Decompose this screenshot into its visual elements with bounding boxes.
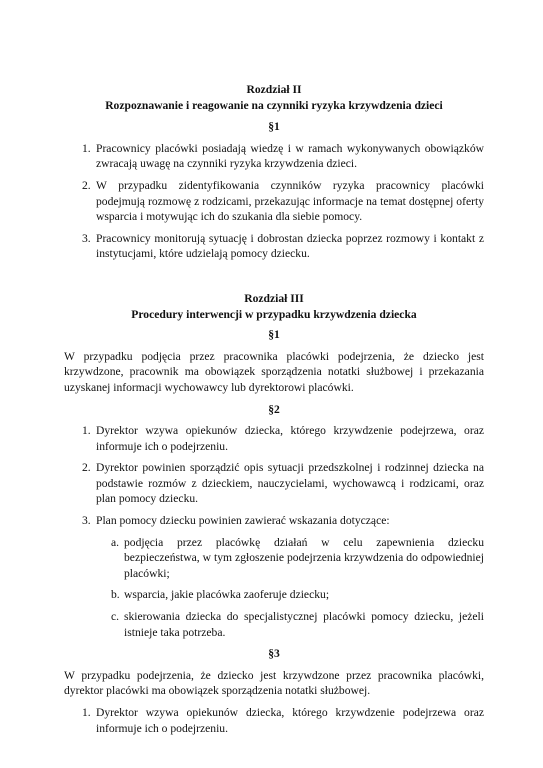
chapter-3-section-1-text: W przypadku podjęcia przez pracownika placówki podejrzenia, że dziecko jest krzywdzone, pracownik ma obowiązek sporządzenia notatki służbowej i przekazania uzyskanej informacji wychowawcy lub dyrektorowi placówki. <box>64 349 484 394</box>
chapter-3 <box>64 291 484 736</box>
chapter-3-title: Procedury interwencji w przypadku krzywdzenia dziecka <box>131 307 417 321</box>
sublist-item <box>64 587 484 603</box>
chapter-2-title: Rozpoznawanie i reagowanie na czynniki ryzyka krzywdzenia dzieci <box>105 98 443 112</box>
sublist-item-text: skierowania dziecka do specjalistycznej placówki pomocy dziecku, jeżeli istnieje taka potrzeba. <box>124 610 484 639</box>
list-item <box>64 513 484 529</box>
list-item <box>64 178 484 225</box>
chapter-3-section-2-list <box>64 423 484 529</box>
list-item <box>64 141 484 172</box>
sublist-item-letter: c. <box>111 610 120 624</box>
list-item-number: 1. <box>82 706 91 719</box>
chapter-3-section-2-sublist <box>64 535 484 641</box>
list-item-text: Dyrektor powinien sporządzić opis sytuacji przedszkolnej i rodzinnej dziecka na podstawie rozmów z dzieckiem, nauczycielami, wychowawcą i rodzicami, oraz plan pomocy dziecku. <box>96 461 484 506</box>
chapter-3-heading: Rozdział III <box>244 291 304 305</box>
sublist-item-letter: a. <box>111 535 120 549</box>
sublist-item-text: podjęcia przez placówkę działań w celu zapewnienia dziecku bezpieczeństwa, w tym zgłoszenie podejrzenia krzywdzenia do odpowiedniej placówki; <box>124 535 484 580</box>
chapter-3-section-3-heading: §3 <box>268 647 280 661</box>
list-item-number: 3. <box>82 231 91 245</box>
sublist-item-text: wsparcia, jakie placówka zaoferuje dziecku; <box>124 588 330 602</box>
chapter-2 <box>64 82 484 262</box>
sublist-item <box>64 609 484 640</box>
chapter-2-section-1-heading: §1 <box>268 120 280 134</box>
chapter-2-heading: Rozdział II <box>246 83 302 96</box>
list-item-text: W przypadku zidentyfikowania czynników ryzyka pracownicy placówki podejmują rozmowę z rodzicami, przekazując informacje na temat dostępnej oferty wsparcia i motywując ich do szukania dla siebie pomocy. <box>96 178 484 224</box>
list-item-text: Dyrektor wzywa opiekunów dziecka, którego krzywdzenie podejrzewa, oraz informuje ich o podejrzeniu. <box>96 424 484 453</box>
list-item <box>64 705 484 736</box>
chapter-3-section-3-text: W przypadku podejrzenia, że dziecko jest krzywdzone przez pracownika placówki, dyrektor placówki ma obowiązek sporządzenia notatki służbowej. <box>64 668 484 698</box>
list-item-text: Pracownicy monitorują sytuację i dobrostan dziecka poprzez rozmowy i kontakt z instytucjami, które udzielają pomocy dziecku. <box>96 231 484 261</box>
list-item <box>64 460 484 507</box>
list-item-text: Dyrektor wzywa opiekunów dziecka, którego krzywdzenie podejrzewa oraz informuje ich o podejrzeniu. <box>96 706 484 735</box>
sublist-item <box>64 535 484 582</box>
list-item-number: 1. <box>82 141 91 155</box>
document-content <box>64 82 484 736</box>
chapter-2-list <box>64 141 484 262</box>
list-item <box>64 423 484 454</box>
chapter-3-section-2-heading: §2 <box>268 402 280 416</box>
sublist-item-letter: b. <box>111 588 120 602</box>
list-item-number: 3. <box>82 514 91 528</box>
list-item-text: Plan pomocy dziecku powinien zawierać wskazania dotyczące: <box>96 514 390 528</box>
list-item-number: 1. <box>82 424 91 438</box>
list-item-number: 2. <box>82 178 91 192</box>
list-item-text: Pracownicy placówki posiadają wiedzę i w ramach wykonywanych obowiązków zwracają uwagę na czynniki ryzyka krzywdzenia dzieci. <box>96 141 484 171</box>
chapter-3-section-1-heading: §1 <box>268 328 280 342</box>
list-item-number: 2. <box>82 461 91 475</box>
chapter-3-section-3-list <box>64 705 484 736</box>
list-item <box>64 231 484 262</box>
